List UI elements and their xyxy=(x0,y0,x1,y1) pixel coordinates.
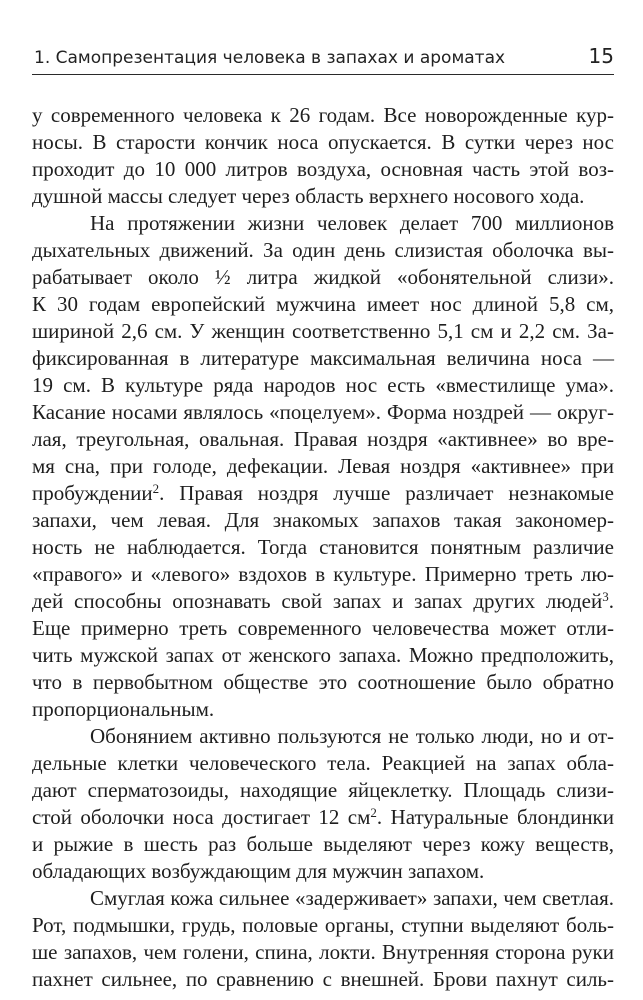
text-segment: дей способны опознавать свой запах и запах других людей xyxy=(32,589,603,613)
text-line: запахи, чем левая. Для знакомых запахов такая закономер- xyxy=(32,508,614,532)
text-line: проходит до 10 000 литров воздуха, основная часть этой воз- xyxy=(32,157,614,181)
text-line: душной массы следует через область верхнего носового хода. xyxy=(32,184,585,208)
text-line: носы. В старости кончик носа опускается. В сутки через нос xyxy=(32,130,614,154)
text-line: обладающих возбуждающим для мужчин запахом. xyxy=(32,859,485,883)
text-line: На протяжении жизни человек делает 700 миллионов xyxy=(90,211,614,235)
text-line: 19 см. В культуре ряда народов нос есть «вместилище ума». xyxy=(32,373,614,397)
text-line: рабатывает около ½ литра жидкой «обонятельной слизи». xyxy=(32,265,614,289)
footnote-marker[interactable]: 2 xyxy=(152,481,160,496)
text-line: пахнет сильнее, по сравнению с внешней. Брови пахнут силь- xyxy=(32,967,614,991)
text-line: ность не наблюдается. Тогда становится понятным различие xyxy=(32,535,614,559)
text-line: Обонянием активно пользуются не только люди, но и от- xyxy=(90,724,614,748)
running-header xyxy=(32,34,614,75)
text-line: шириной 2,6 см. У женщин соответственно 5,1 см и 2,2 см. За- xyxy=(32,319,614,343)
text-line: Рот, подмышки, грудь, половые органы, ступни выделяют боль- xyxy=(32,913,614,937)
text-line: что в первобытном обществе это соотношение было обратно xyxy=(32,670,614,694)
text-line xyxy=(32,480,614,506)
text-line: Еще примерно треть современного человечества может отли- xyxy=(32,616,614,640)
text-line: лая, треугольная, овальная. Правая ноздря «активнее» во вре- xyxy=(32,427,614,451)
text-line: мя сна, при голоде, дефекации. Левая ноздря «активнее» при xyxy=(32,454,614,478)
text-line: у современного человека к 26 годам. Все новорожденные кур- xyxy=(32,103,614,127)
text-segment: . xyxy=(608,589,614,613)
text-line: Касание носами являлось «поцелуем». Форма ноздрей — округ- xyxy=(32,400,614,424)
text-line: дельные клетки человеческого тела. Реакцией на запах обла- xyxy=(32,751,614,775)
footnote-marker[interactable]: 3 xyxy=(602,589,609,604)
text-line: пропорциональным. xyxy=(32,697,215,721)
superscript: 2 xyxy=(370,805,377,820)
text-line: и рыжие в шесть раз больше выделяют через кожу веществ, xyxy=(32,832,614,856)
text-segment: . Правая ноздря лучше различает незнакомые xyxy=(159,481,614,505)
text-line xyxy=(32,588,614,614)
page-number: 15 xyxy=(588,44,614,68)
text-segment: . Натуральные блондинки xyxy=(376,805,614,829)
text-line: дыхательных движений. За один день слизистая оболочка вы- xyxy=(32,238,614,262)
chapter-title: 1. Самопрезентация человека в запахах и ароматах xyxy=(34,48,506,68)
text-segment: пробуждении xyxy=(32,481,153,505)
text-segment: стой оболочки носа достигает 12 см xyxy=(32,805,371,829)
text-line: ше запахов, чем голени, спина, локти. Внутренняя сторона руки xyxy=(32,940,614,964)
text-line: чить мужской запах от женского запаха. Можно предположить, xyxy=(32,643,614,667)
text-line: «правого» и «левого» вздохов в культуре. Примерно треть лю- xyxy=(32,562,614,586)
text-line: К 30 годам европейский мужчина имеет нос длиной 5,8 см, xyxy=(32,292,614,316)
text-line: Смуглая кожа сильнее «задерживает» запахи, чем светлая. xyxy=(90,886,614,910)
text-line: дают сперматозоиды, находящие яйцеклетку. Площадь слизи- xyxy=(32,778,614,802)
text-line: фиксированная в литературе максимальная величина носа — xyxy=(32,346,614,370)
text-line xyxy=(32,804,614,830)
